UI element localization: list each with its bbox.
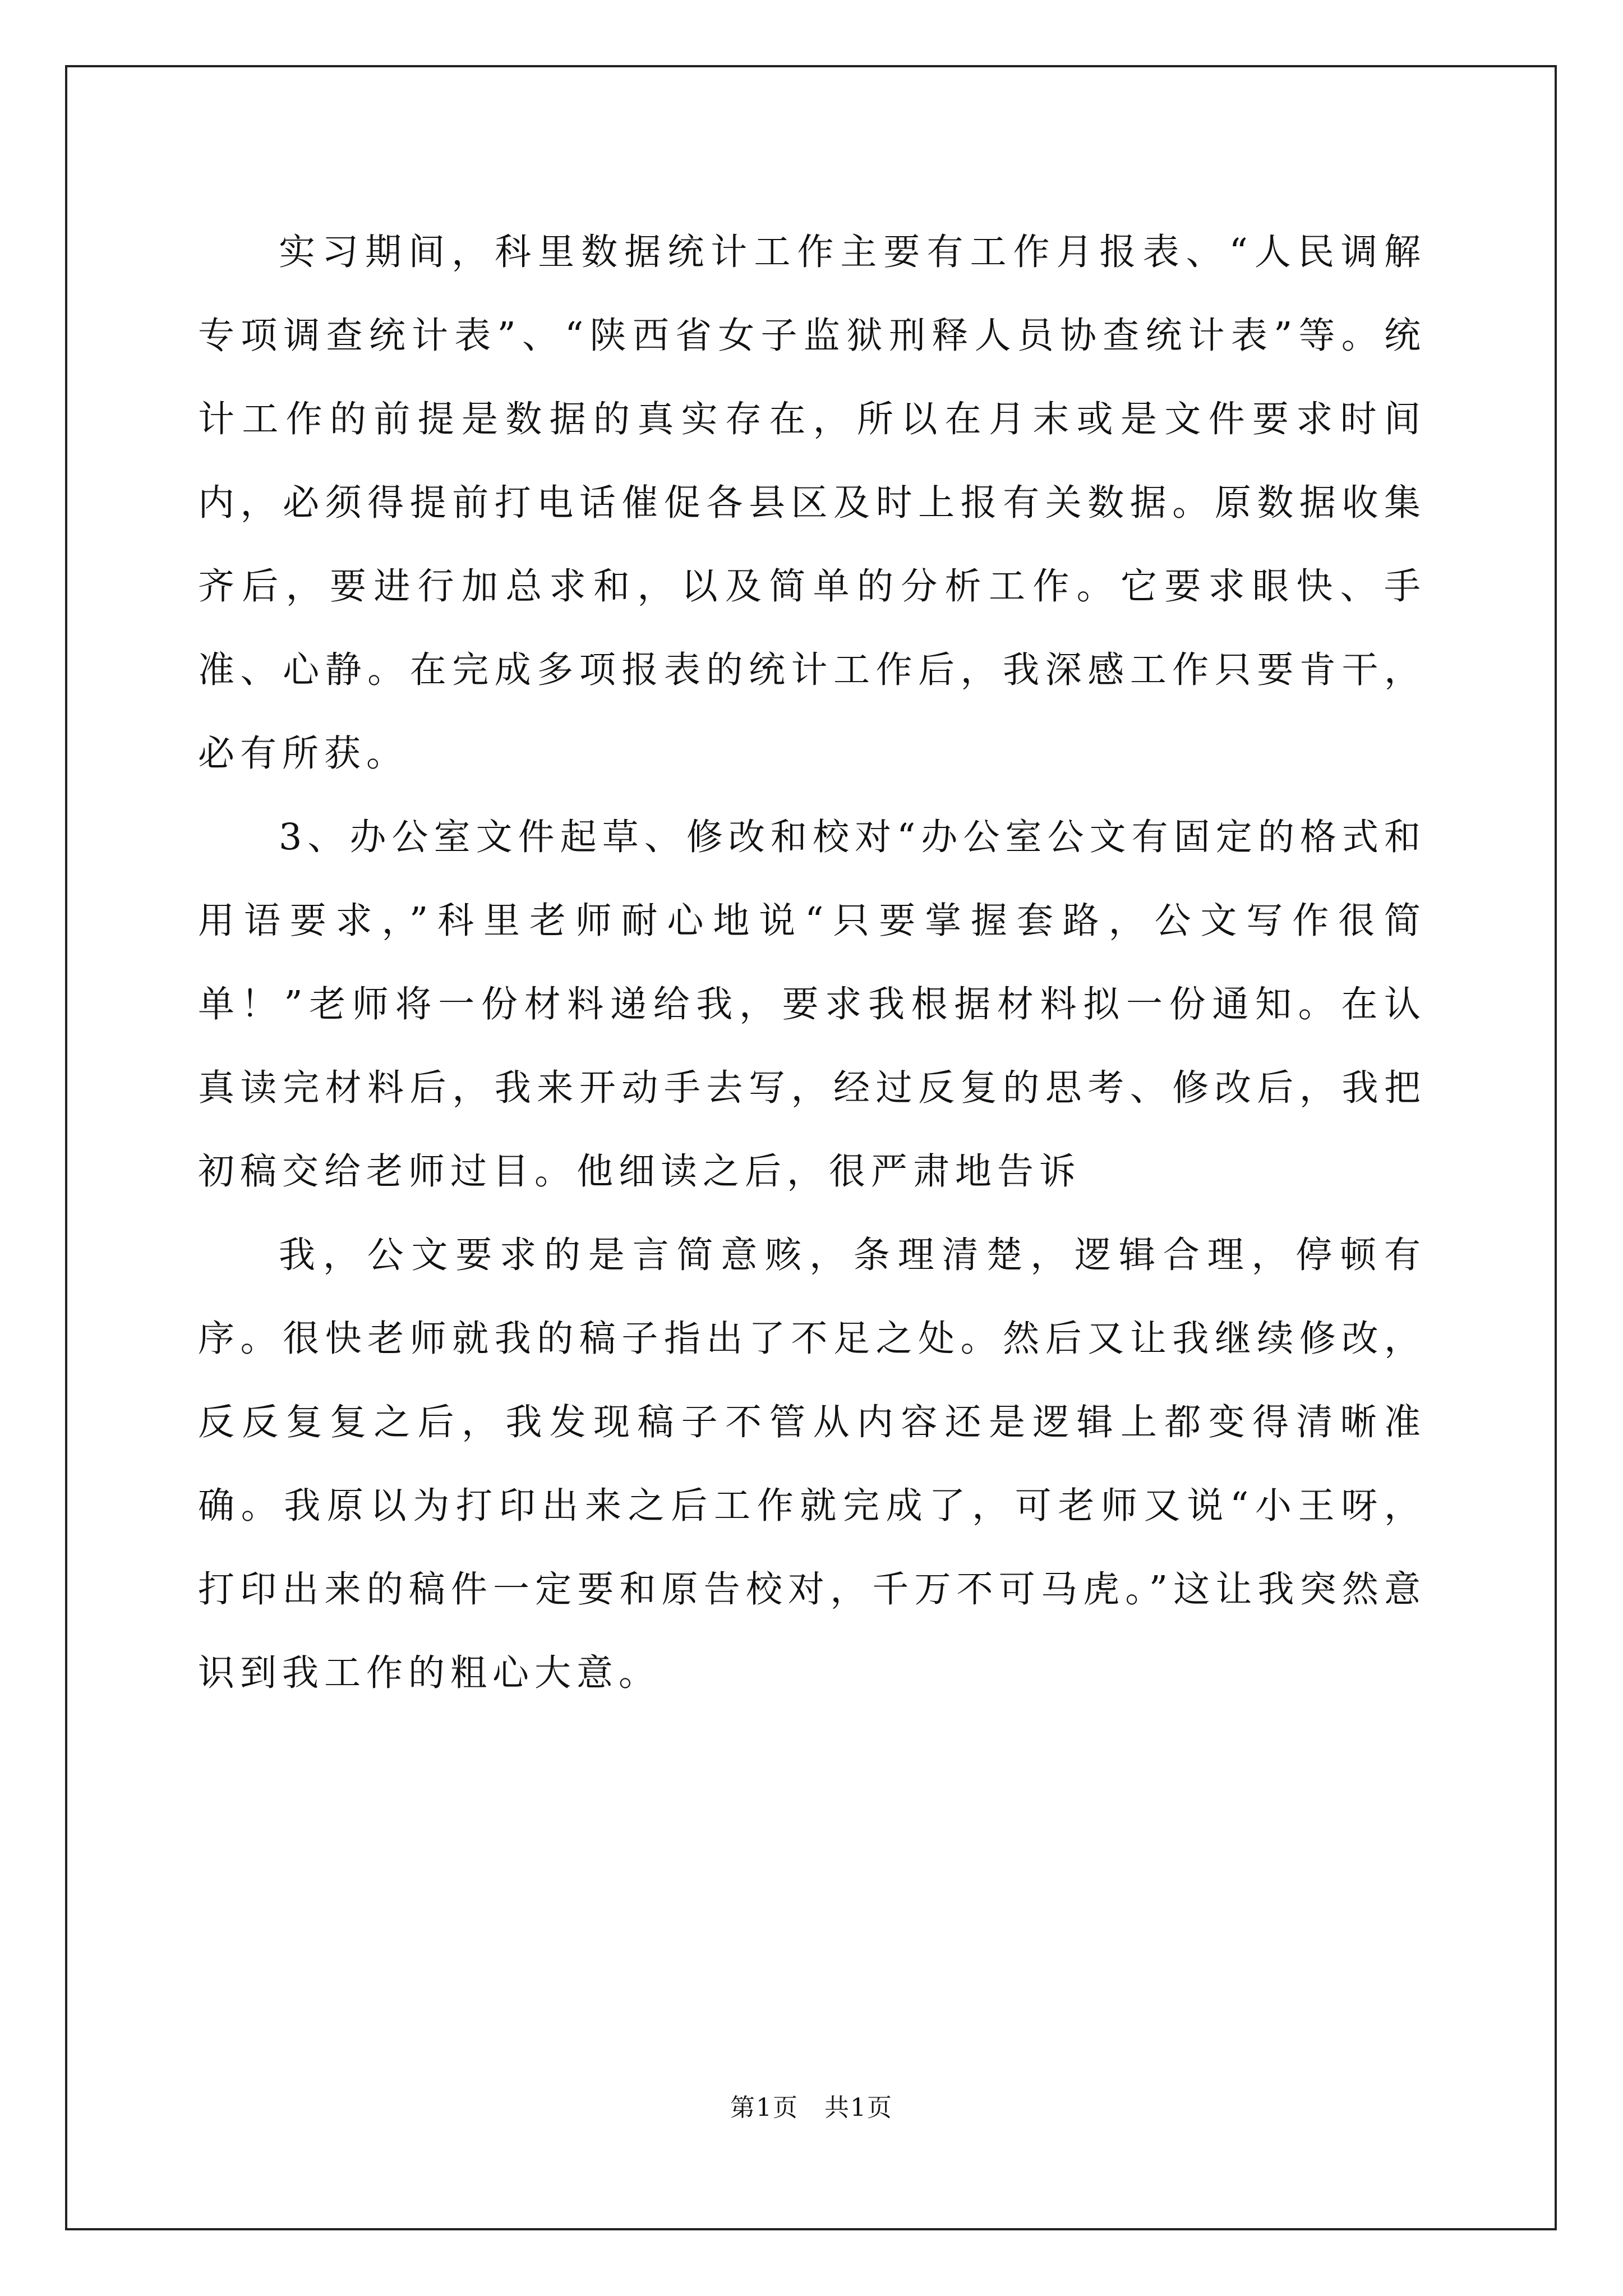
paragraph-teacher-feedback: 我，公文要求的是言简意赅，条理清楚，逻辑合理，停顿有序。很快老师就我的稿子指出了不足之处。然后又让我继续修改，反反复复之后，我发现稿子不管从内容还是逻辑上都变得清晰准确。我原以为打印出来之后工作就完成了，可老师又说“小王呀，打印出来的稿件一定要和原告校对，千万不可马虎。”这让我突然意识到我工作的粗心大意。 <box>198 1234 1426 1694</box>
page-number-footer: 第1页 共1页 <box>730 2093 893 2122</box>
document-body <box>198 210 1426 1715</box>
paragraph-statistics-work: 实习期间，科里数据统计工作主要有工作月报表、“人民调解专项调查统计表”、“陕西省女子监狱刑释人员协查统计表”等。统计工作的前提是数据的真实存在，所以在月末或是文件要求时间内，必须得提前打电话催促各县区及时上报有关数据。原数据收集齐后，要进行加总求和，以及简单的分析工作。它要求眼快、手准、心静。在完成多项报表的统计工作后，我深感工作只要肯干，必有所获。 <box>198 231 1426 775</box>
paragraph-document-drafting: 3、办公室文件起草、修改和校对“办公室公文有固定的格式和用语要求，”科里老师耐心地说“只要掌握套路，公文写作很简单！”老师将一份材料递给我，要求我根据材料拟一份通知。在认真读完材料后，我来开动手去写，经过反复的思考、修改后，我把初稿交给老师过目。他细读之后，很严肃地告诉 <box>198 816 1426 1193</box>
